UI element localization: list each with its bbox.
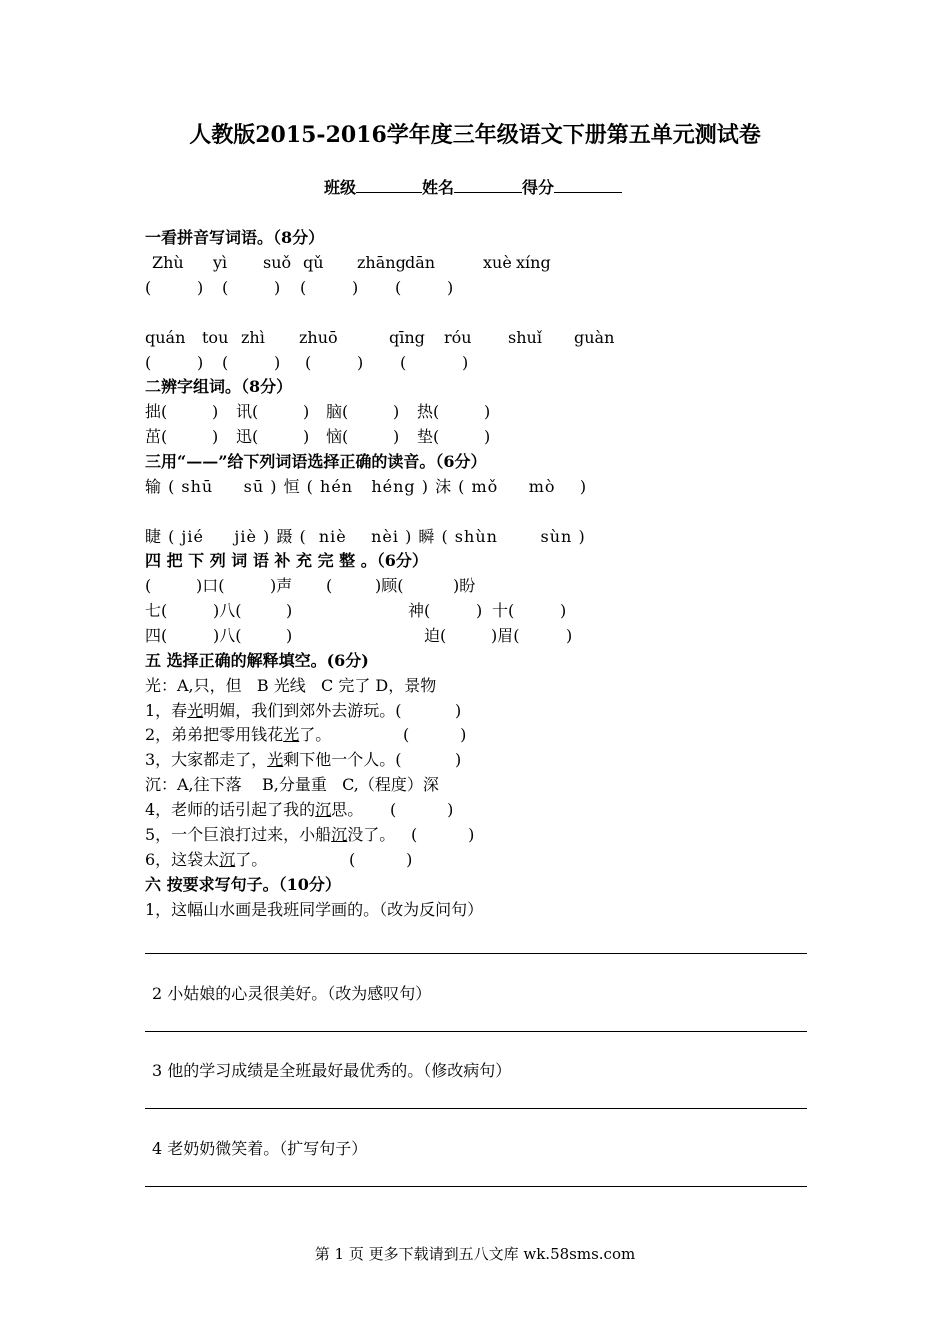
- name-blank[interactable]: [454, 178, 522, 193]
- definition-chen: 沉：A,往下落 B,分量重 C,（程度）深: [145, 775, 439, 794]
- answer-box-close[interactable]: ): [197, 353, 204, 372]
- pinyin: zhì: [241, 328, 265, 347]
- word-group-close[interactable]: ): [484, 427, 491, 446]
- word-group-close[interactable]: ): [484, 402, 491, 421]
- section-4-heading: 四 把 下 列 词 语 补 充 完 整 。（6分）: [145, 551, 428, 570]
- answer-box-close[interactable]: ): [274, 353, 281, 372]
- idiom-blank[interactable]: ): [476, 601, 483, 620]
- question-item: 4，老师的话引起了我的沉思。: [145, 800, 364, 819]
- definition-guang: 光：A,只，但 B 光线 C 完了 D，景物: [145, 676, 437, 695]
- answer-box-open[interactable]: (: [395, 278, 402, 297]
- idiom-blank[interactable]: ): [566, 626, 573, 645]
- idiom-blank[interactable]: 神(: [408, 601, 431, 620]
- pinyin: qīng: [389, 328, 425, 347]
- word-group-close[interactable]: ): [212, 402, 219, 421]
- answer-paren[interactable]: ( ): [349, 850, 413, 869]
- word-group-open[interactable]: 迅(: [236, 427, 259, 446]
- idiom-blank[interactable]: )口(: [196, 576, 225, 595]
- section-6-heading: 六 按要求写句子。（10分）: [145, 875, 341, 894]
- idiom-blank[interactable]: ): [286, 626, 293, 645]
- idiom-blank[interactable]: )顾(: [375, 576, 404, 595]
- answer-box-close[interactable]: ): [447, 278, 454, 297]
- question-item: 2，弟弟把零用钱花光了。: [145, 725, 332, 744]
- idiom-blank[interactable]: )眉(: [491, 626, 520, 645]
- idiom-blank[interactable]: 十(: [492, 601, 515, 620]
- idiom-blank[interactable]: )声: [270, 576, 293, 595]
- answer-box-open[interactable]: (: [145, 353, 152, 372]
- class-blank[interactable]: [356, 178, 422, 193]
- pinyin: yì: [213, 253, 228, 272]
- word-group-close[interactable]: ): [303, 427, 310, 446]
- idiom-blank[interactable]: 迫(: [424, 626, 447, 645]
- word-group-close[interactable]: ): [303, 402, 310, 421]
- answer-box-open[interactable]: (: [145, 278, 152, 297]
- section-3-heading: 三用“——”给下列词语选择正确的读音。（6分）: [145, 452, 487, 471]
- answer-box-close[interactable]: ): [274, 278, 281, 297]
- answer-box-open[interactable]: (: [222, 278, 229, 297]
- answer-paren[interactable]: ( ): [403, 725, 467, 744]
- idiom-blank[interactable]: 七(: [145, 601, 168, 620]
- class-label: 班级: [324, 178, 357, 197]
- word-group-open[interactable]: 热(: [417, 402, 440, 421]
- sentence-task-1: 1，这幅山水画是我班同学画的。（改为反问句）: [145, 900, 484, 919]
- question-item: 3，大家都走了，光剩下他一个人。(: [145, 750, 402, 769]
- question-item: 6，这袋太沉了。: [145, 850, 268, 869]
- idiom-blank[interactable]: )八(: [213, 601, 242, 620]
- question-item: 1，春光明媚，我们到郊外去游玩。(: [145, 701, 402, 720]
- word-group-open[interactable]: 垫(: [417, 427, 440, 446]
- word-group-close[interactable]: ): [393, 402, 400, 421]
- answer-line-1[interactable]: [145, 953, 807, 954]
- pinyin: suǒ: [263, 253, 292, 272]
- idiom-blank[interactable]: (: [326, 576, 333, 595]
- pinyin: zhuō: [299, 328, 338, 347]
- pinyin: xíng: [516, 253, 551, 272]
- info-line: [324, 178, 622, 197]
- word-group-open[interactable]: 脑(: [326, 402, 349, 421]
- section-5-heading: 五 选择正确的解释填空。(6分): [145, 651, 369, 670]
- word-group-open[interactable]: 拙(: [145, 402, 168, 421]
- pinyin: qǔ: [303, 253, 324, 272]
- pinyin: quán: [145, 328, 186, 347]
- score-label: 得分: [522, 178, 555, 197]
- answer-paren[interactable]: ): [455, 750, 462, 769]
- sentence-task-2: 2 小姑娘的心灵很美好。（改为感叹句）: [152, 984, 432, 1003]
- pronunciation-line-1[interactable]: 输 ( shū sū ) 恒 ( hén héng ) 沫 ( mǒ mò ): [145, 477, 588, 496]
- answer-box-open[interactable]: (: [400, 353, 407, 372]
- idiom-blank[interactable]: (: [145, 576, 152, 595]
- pinyin: zhāng: [357, 253, 406, 272]
- answer-box-close[interactable]: ): [352, 278, 359, 297]
- idiom-blank[interactable]: 四(: [145, 626, 168, 645]
- name-label: 姓名: [422, 178, 455, 197]
- section-2-heading: 二辨字组词。（8分）: [145, 377, 293, 396]
- question-item: 5，一个巨浪打过来，小船沉没了。: [145, 825, 396, 844]
- idiom-blank[interactable]: )盼: [453, 576, 476, 595]
- pronunciation-line-2[interactable]: 睫 ( jié jiè ) 蹑 ( niè nèi ) 瞬 ( shùn sùn ): [145, 527, 586, 546]
- answer-paren[interactable]: ( ): [390, 800, 454, 819]
- sentence-task-3: 3 他的学习成绩是全班最好最优秀的。（修改病句）: [152, 1061, 512, 1080]
- pinyin: tou: [202, 328, 229, 347]
- section-1-heading: 一看拼音写词语。（8分）: [145, 228, 325, 247]
- pinyin: guàn: [574, 328, 615, 347]
- pinyin: Zhù: [152, 253, 184, 272]
- pinyin: dān: [405, 253, 436, 272]
- answer-line-3[interactable]: [145, 1108, 807, 1109]
- answer-box-close[interactable]: ): [197, 278, 204, 297]
- answer-box-open[interactable]: (: [300, 278, 307, 297]
- word-group-open[interactable]: 茁(: [145, 427, 168, 446]
- word-group-open[interactable]: 讯(: [236, 402, 259, 421]
- answer-box-open[interactable]: (: [222, 353, 229, 372]
- idiom-blank[interactable]: ): [560, 601, 567, 620]
- answer-line-2[interactable]: [145, 1031, 807, 1032]
- answer-paren[interactable]: ( ): [411, 825, 475, 844]
- answer-box-close[interactable]: ): [462, 353, 469, 372]
- answer-line-4[interactable]: [145, 1186, 807, 1187]
- page-title: 人教版2015-2016学年度三年级语文下册第五单元测试卷: [189, 122, 761, 148]
- word-group-close[interactable]: ): [393, 427, 400, 446]
- word-group-open[interactable]: 恼(: [326, 427, 349, 446]
- pinyin: róu: [444, 328, 472, 347]
- word-group-close[interactable]: ): [212, 427, 219, 446]
- answer-box-open[interactable]: (: [305, 353, 312, 372]
- idiom-blank[interactable]: )八(: [213, 626, 242, 645]
- idiom-blank[interactable]: ): [286, 601, 293, 620]
- answer-box-close[interactable]: ): [357, 353, 364, 372]
- sentence-task-4: 4 老奶奶微笑着。（扩写句子）: [152, 1139, 368, 1158]
- score-blank[interactable]: [554, 178, 622, 193]
- pinyin: xuè: [483, 253, 512, 272]
- pinyin: shuǐ: [508, 328, 542, 347]
- answer-paren[interactable]: ): [455, 701, 462, 720]
- page-footer: 第 1 页 更多下载请到五八文库 wk.58sms.com: [314, 1245, 636, 1263]
